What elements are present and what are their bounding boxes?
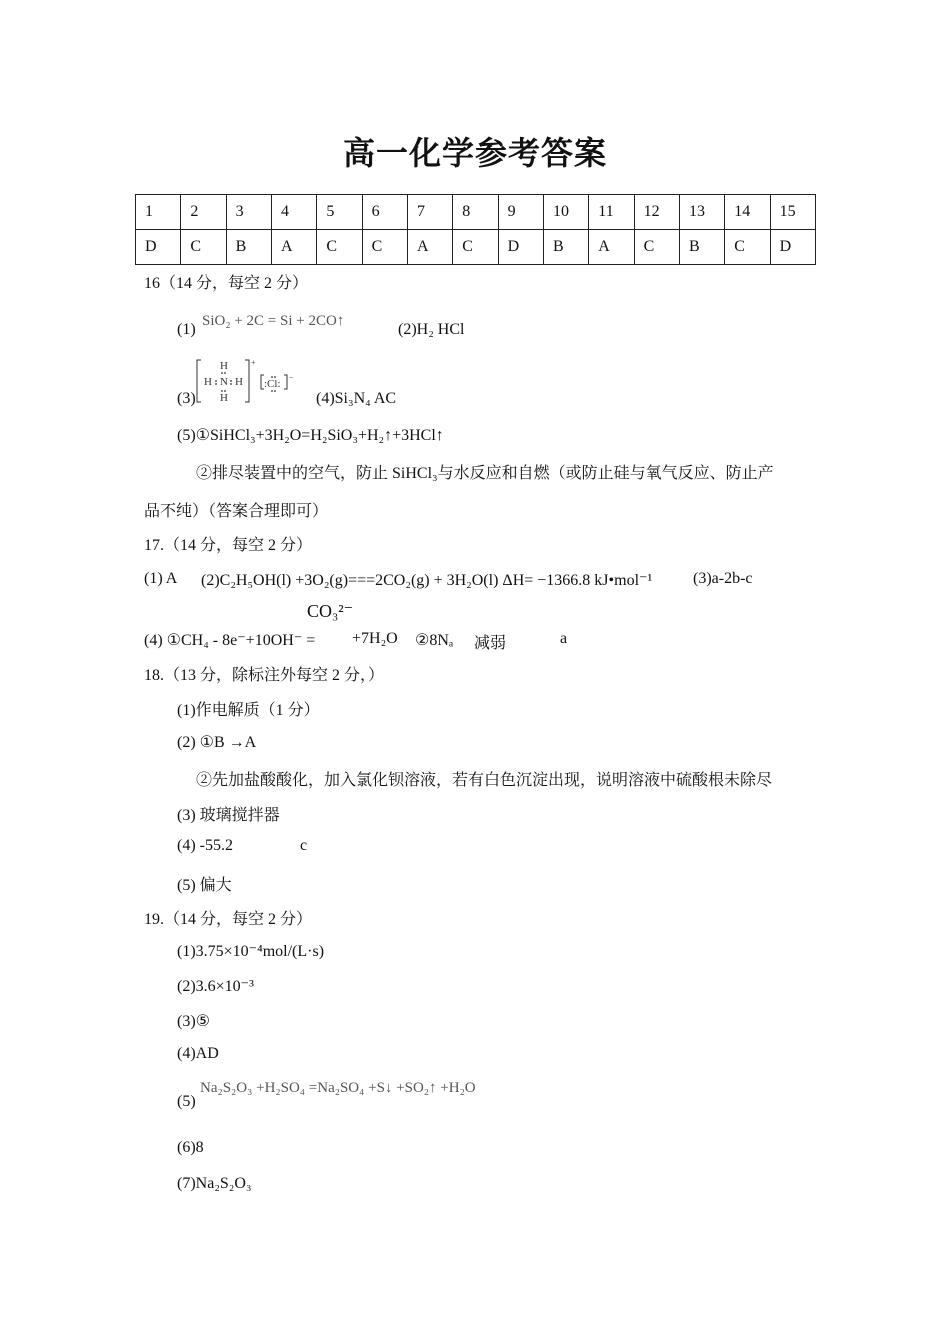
- lewis-h-bottom: H: [220, 392, 228, 404]
- q16-part1-equation: SiO₂ + 2C = Si + 2CO↑: [202, 313, 345, 329]
- q16-part5b-line2: 品不纯）（答案合理即可）: [144, 503, 329, 520]
- q18-part2b: ②先加盐酸酸化，加入氯化钡溶液，若有白色沉淀出现，说明溶液中硫酸根未除尽: [196, 772, 773, 789]
- q17-part1: (1) A: [144, 570, 178, 587]
- q19-part1: (1)3.75×10⁻⁴mol/(L·s): [177, 943, 325, 960]
- answer-cell: C: [181, 230, 226, 265]
- q17-part4-water: +7H₂O: [352, 630, 398, 647]
- q16-heading: 16（14 分，每空 2 分）: [144, 275, 309, 292]
- question-number-cell: 4: [271, 195, 316, 230]
- answer-cell: D: [498, 230, 543, 265]
- q16-part5b-line1: ②排尽装置中的空气，防止 SiHCl₃与水反应和自燃（或防止硅与氧气反应、防止产: [196, 465, 774, 482]
- question-number-cell: 12: [634, 195, 679, 230]
- lewis-h-right: H: [235, 376, 243, 388]
- q16-part5: (5)①SiHCl₃+3H₂O=H₂SiO₃+H₂↑+3HCl↑: [177, 427, 444, 444]
- lewis-h-top: H: [220, 360, 228, 372]
- q19-part5-label: (5): [177, 1093, 196, 1110]
- q18-part1: (1)作电解质（1 分）: [177, 702, 320, 719]
- q16-part4: (4)Si₃N₄ AC: [316, 390, 397, 407]
- q17-part2: (2)C₂H₅OH(l) +3O₂(g)===2CO₂(g) + 3H₂O(l) ΔH= −1366.8 kJ•mol⁻¹: [201, 572, 653, 589]
- q16-part3-label: (3): [177, 390, 196, 407]
- q18-part5: (5) 偏大: [177, 877, 232, 894]
- answer-cell: A: [407, 230, 452, 265]
- q18-heading: 18.（13 分，除标注外每空 2 分，）: [144, 667, 385, 684]
- q19-part2: (2)3.6×10⁻³: [177, 978, 254, 995]
- answer-cell: C: [362, 230, 407, 265]
- lewis-minus-charge: −: [289, 373, 294, 382]
- q17-part4-answer-a: a: [560, 630, 568, 647]
- answer-cell: C: [317, 230, 362, 265]
- question-number-cell: 2: [181, 195, 226, 230]
- question-number-cell: 1: [136, 195, 181, 230]
- q18-part3: (3) 玻璃搅拌器: [177, 807, 280, 824]
- answer-cell: A: [589, 230, 634, 265]
- q17-heading: 17.（14 分，每空 2 分）: [144, 537, 313, 554]
- nh4cl-lewis-structure: [196, 356, 306, 408]
- lewis-plus-charge: +: [251, 358, 256, 367]
- q19-part3: (3)⑤: [177, 1013, 210, 1030]
- q19-part7: (7)Na₂S₂O₃: [177, 1175, 252, 1192]
- question-number-cell: 9: [498, 195, 543, 230]
- answer-cell: B: [543, 230, 588, 265]
- question-number-cell: 11: [589, 195, 634, 230]
- lewis-h-left: H: [204, 376, 212, 388]
- question-number-cell: 10: [543, 195, 588, 230]
- answer-cell: C: [725, 230, 770, 265]
- question-number-cell: 13: [679, 195, 724, 230]
- q16-part2: (2)H₂ HCl: [398, 321, 465, 338]
- answer-table-answer-row: [136, 230, 816, 265]
- answer-cell: A: [271, 230, 316, 265]
- answer-cell: C: [453, 230, 498, 265]
- answer-cell: B: [679, 230, 724, 265]
- question-number-cell: 5: [317, 195, 362, 230]
- q17-part4-electrons: ②8Nₐ: [415, 632, 454, 649]
- q17-part3: (3)a-2b-c: [693, 570, 753, 587]
- answer-cell: C: [634, 230, 679, 265]
- q16-part1-label: (1): [177, 321, 196, 338]
- lewis-cl: :Cl:: [264, 378, 281, 390]
- answer-cell: D: [770, 230, 815, 265]
- q17-part4-weaken: 减弱: [474, 635, 507, 652]
- q19-part4: (4)AD: [177, 1045, 219, 1062]
- q19-heading: 19.（14 分，每空 2 分）: [144, 911, 313, 928]
- question-number-cell: 15: [770, 195, 815, 230]
- question-number-cell: 3: [226, 195, 271, 230]
- question-number-cell: 6: [362, 195, 407, 230]
- lewis-n: N: [220, 376, 228, 388]
- question-number-cell: 14: [725, 195, 770, 230]
- page-title: 高一化学参考答案: [342, 134, 607, 172]
- q19-part6: (6)8: [177, 1139, 204, 1156]
- answer-cell: B: [226, 230, 271, 265]
- q18-part4: (4) -55.2: [177, 837, 233, 854]
- q18-part2: (2) ①B →A: [177, 734, 257, 751]
- question-number-cell: 7: [407, 195, 452, 230]
- answer-table-number-row: [136, 195, 816, 230]
- answer-table: [135, 194, 816, 265]
- answer-cell: D: [136, 230, 181, 265]
- q18-part4-c: c: [300, 837, 308, 854]
- q17-carbonate-ion: CO₃²⁻: [307, 601, 354, 621]
- q17-part4-equation: (4) ①CH₄ - 8e⁻+10OH⁻ =: [144, 632, 316, 649]
- q19-part5-equation: Na₂S₂O₃ +H₂SO₄ =Na₂SO₄ +S↓ +SO₂↑ +H₂O: [200, 1080, 476, 1096]
- question-number-cell: 8: [453, 195, 498, 230]
